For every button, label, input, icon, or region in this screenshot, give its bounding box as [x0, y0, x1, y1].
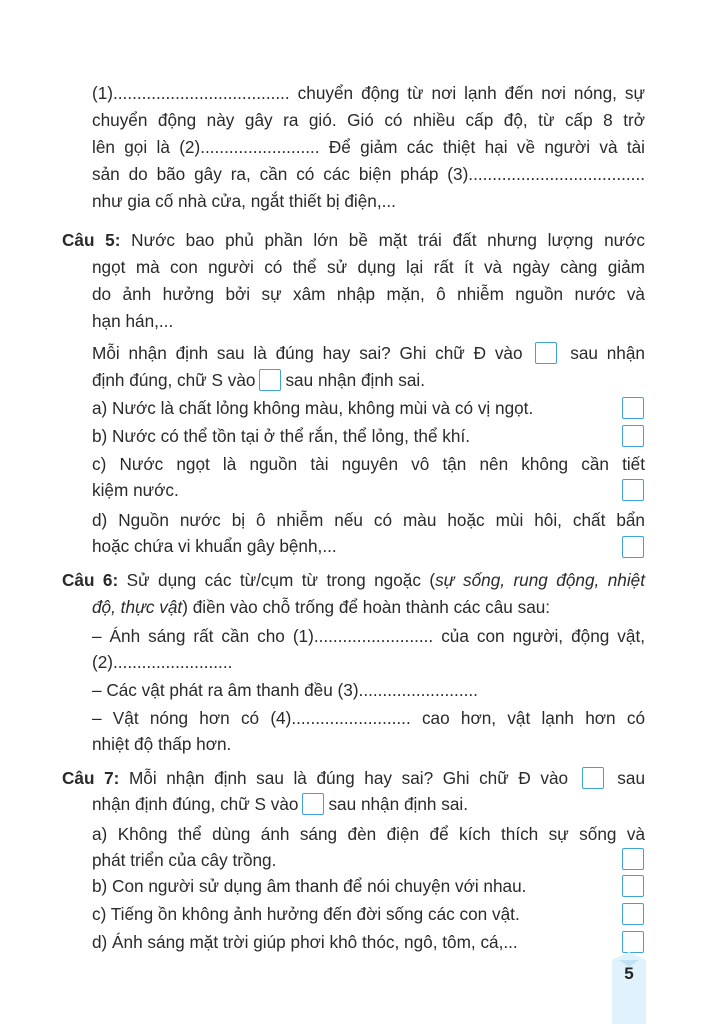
text: Nước bao phủ phần lớn bề mặt trái đất nhưng lượng nước [120, 230, 645, 250]
page-number: 5 [624, 964, 634, 983]
statement-a: a) Không thể dùng ánh sáng đèn điện để kích thích sự sống và [92, 824, 645, 844]
instruction-line [92, 340, 645, 367]
statement-a: a) Nước là chất lỏng không màu, không mùi và có vị ngọt. [92, 398, 534, 418]
text-line: chuyển động này gây ra gió. Gió có nhiều cấp độ, từ cấp 8 trở [92, 110, 645, 130]
question-label: Câu 6: [62, 570, 119, 590]
sample-checkbox [302, 793, 324, 815]
statement-d: d) Nguồn nước bị ô nhiễm nếu có màu hoặc mùi hôi, chất bẩn [92, 510, 645, 530]
statement-d: d) Ánh sáng mặt trời giúp phơi khô thóc, ngô, tôm, cá,... [92, 932, 518, 952]
sentence-2: – Các vật phát ra âm thanh đều (3)......................... [92, 680, 478, 700]
question-label: Câu 7: [62, 768, 120, 788]
text: sau nhận [570, 343, 645, 363]
statement-d-cont: hoặc chứa vi khuẩn gây bệnh,... [92, 536, 337, 556]
answer-checkbox-d[interactable] [622, 931, 644, 953]
text: sau nhận định sai. [328, 794, 468, 814]
text-line: (1)..................................... chuyển động từ nơi lạnh đến nơi nóng, sự [92, 83, 645, 103]
text-line: do ảnh hưởng bởi sự xâm nhập mặn, ô nhiễm nguồn nước và [92, 284, 645, 304]
text-line: lên gọi là (2)......................... Để giảm các thiệt hại về người và tài [92, 137, 645, 157]
sample-checkbox [582, 767, 604, 789]
sample-checkbox [535, 342, 557, 364]
answer-checkbox-d[interactable] [622, 536, 644, 558]
text: sau nhận định sai. [285, 370, 425, 390]
italic-words: sự sống, rung động, nhiệt [435, 570, 645, 590]
answer-checkbox-c[interactable] [622, 903, 644, 925]
italic-words: độ, thực vật [92, 597, 183, 617]
text-line [92, 594, 645, 621]
question-6-line [62, 567, 645, 594]
question-label: Câu 5: [62, 230, 121, 250]
answer-checkbox-a[interactable] [622, 397, 644, 419]
text-line: như gia cố nhà cửa, ngắt thiết bị điện,... [92, 191, 396, 211]
text-line: hạn hán,... [92, 311, 174, 331]
question-5-line [62, 227, 645, 254]
text: Mỗi nhận định sau là đúng hay sai? Ghi chữ Đ vào [119, 768, 569, 788]
statement-b: b) Nước có thể tồn tại ở thể rắn, thể lỏng, thể khí. [92, 426, 470, 446]
sentence-1-cont: (2)......................... [92, 652, 233, 672]
text: nhận định đúng, chữ S vào [92, 794, 299, 814]
text: ) điền vào chỗ trống để hoàn thành các câu sau: [182, 597, 551, 617]
answer-checkbox-b[interactable] [622, 875, 644, 897]
statement-c-cont: kiệm nước. [92, 480, 179, 500]
answer-checkbox-c[interactable] [622, 479, 644, 501]
page-number-tab [612, 960, 646, 1024]
sample-checkbox [259, 369, 281, 391]
statement-c: c) Nước ngọt là nguồn tài nguyên vô tận nên không cần tiết [92, 454, 645, 474]
statement-b: b) Con người sử dụng âm thanh để nói chuyện với nhau. [92, 876, 527, 896]
statement-c: c) Tiếng ồn không ảnh hưởng đến đời sống các con vật. [92, 904, 520, 924]
text: sau [617, 768, 646, 788]
text: định đúng, chữ S vào [92, 370, 256, 390]
answer-checkbox-b[interactable] [622, 425, 644, 447]
text-line: sản do bão gây ra, cần có các biện pháp (3)..................................... [92, 164, 645, 184]
text-line [92, 791, 645, 818]
text: Sử dụng các từ/cụm từ trong ngoặc ( [118, 570, 436, 590]
text-line: ngọt mà con người có thể sử dụng lại rất ít và ngày càng giảm [92, 257, 645, 277]
instruction-line [92, 367, 645, 394]
answer-checkbox-a[interactable] [622, 848, 644, 870]
sentence-3: – Vật nóng hơn có (4)......................... cao hơn, vật lạnh hơn có [92, 708, 645, 728]
sentence-3-cont: nhiệt độ thấp hơn. [92, 734, 232, 754]
text: Mỗi nhận định sau là đúng hay sai? Ghi chữ Đ vào [92, 343, 523, 363]
sentence-1: – Ánh sáng rất cần cho (1)......................... của con người, động vật, [92, 626, 645, 646]
question-7-line [62, 765, 645, 792]
statement-a-cont: phát triển của cây trồng. [92, 850, 277, 870]
